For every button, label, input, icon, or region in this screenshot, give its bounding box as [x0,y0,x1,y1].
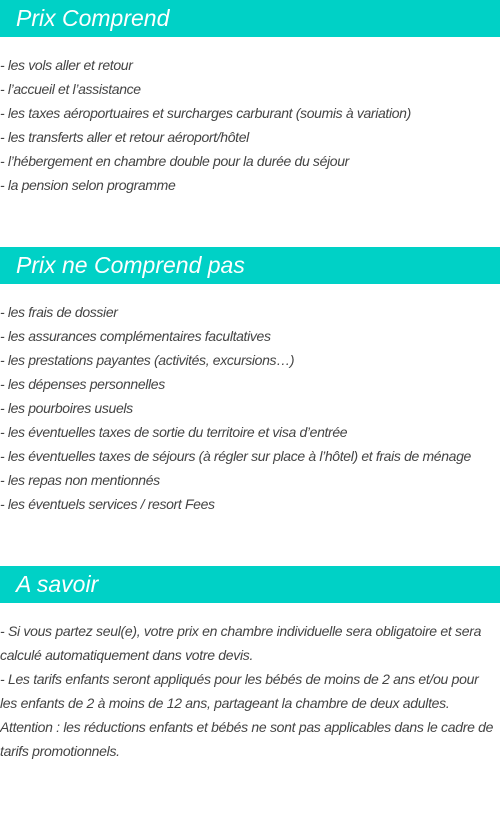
excluded-item: - les éventuelles taxes de séjours (à régler sur place à l’hôtel) et frais de ménage [0,448,471,464]
included-item: - les taxes aéroportuaires et surcharges carburant (soumis à variation) [0,105,411,121]
section-a-savoir [0,566,500,763]
excluded-item: - les prestations payantes (activités, excursions…) [0,352,295,368]
section-header-prix-comprend [0,0,500,37]
info-paragraph: Attention : les réductions enfants et bébés ne sont pas applicables dans le cadre de tarifs promotionnels. [0,719,494,759]
section-prix-comprend [0,0,500,197]
section-title-a-savoir: A savoir [16,571,99,597]
a-savoir-body [0,603,500,763]
excluded-item: - les éventuelles taxes de sortie du territoire et visa d’entrée [0,424,348,440]
excluded-item: - les pourboires usuels [0,400,133,416]
info-paragraph: - Si vous partez seul(e), votre prix en chambre individuelle sera obligatoire et sera calculé automatiquement dans votre devis. [0,623,482,663]
excluded-item: - les éventuels services / resort Fees [0,496,215,512]
excluded-item: - les frais de dossier [0,304,118,320]
section-title-prix-ne-comprend-pas: Prix ne Comprend pas [16,252,245,278]
section-header-prix-ne-comprend-pas [0,247,500,284]
section-title-prix-comprend: Prix Comprend [16,5,170,31]
included-item: - l’accueil et l’assistance [0,81,141,97]
included-item: - la pension selon programme [0,177,176,193]
included-list [0,37,500,197]
excluded-item: - les dépenses personnelles [0,376,165,392]
excluded-item: - les repas non mentionnés [0,472,160,488]
section-prix-ne-comprend-pas [0,247,500,516]
section-header-a-savoir [0,566,500,603]
included-item: - l’hébergement en chambre double pour la durée du séjour [0,153,349,169]
excluded-item: - les assurances complémentaires facultatives [0,328,271,344]
excluded-list [0,284,500,516]
included-item: - les transferts aller et retour aéroport/hôtel [0,129,249,145]
info-paragraph: - Les tarifs enfants seront appliqués pour les bébés de moins de 2 ans et/ou pour les enfants de 2 à moins de 12 ans, partageant la chambre de deux adultes. [0,671,479,711]
included-item: - les vols aller et retour [0,57,133,73]
